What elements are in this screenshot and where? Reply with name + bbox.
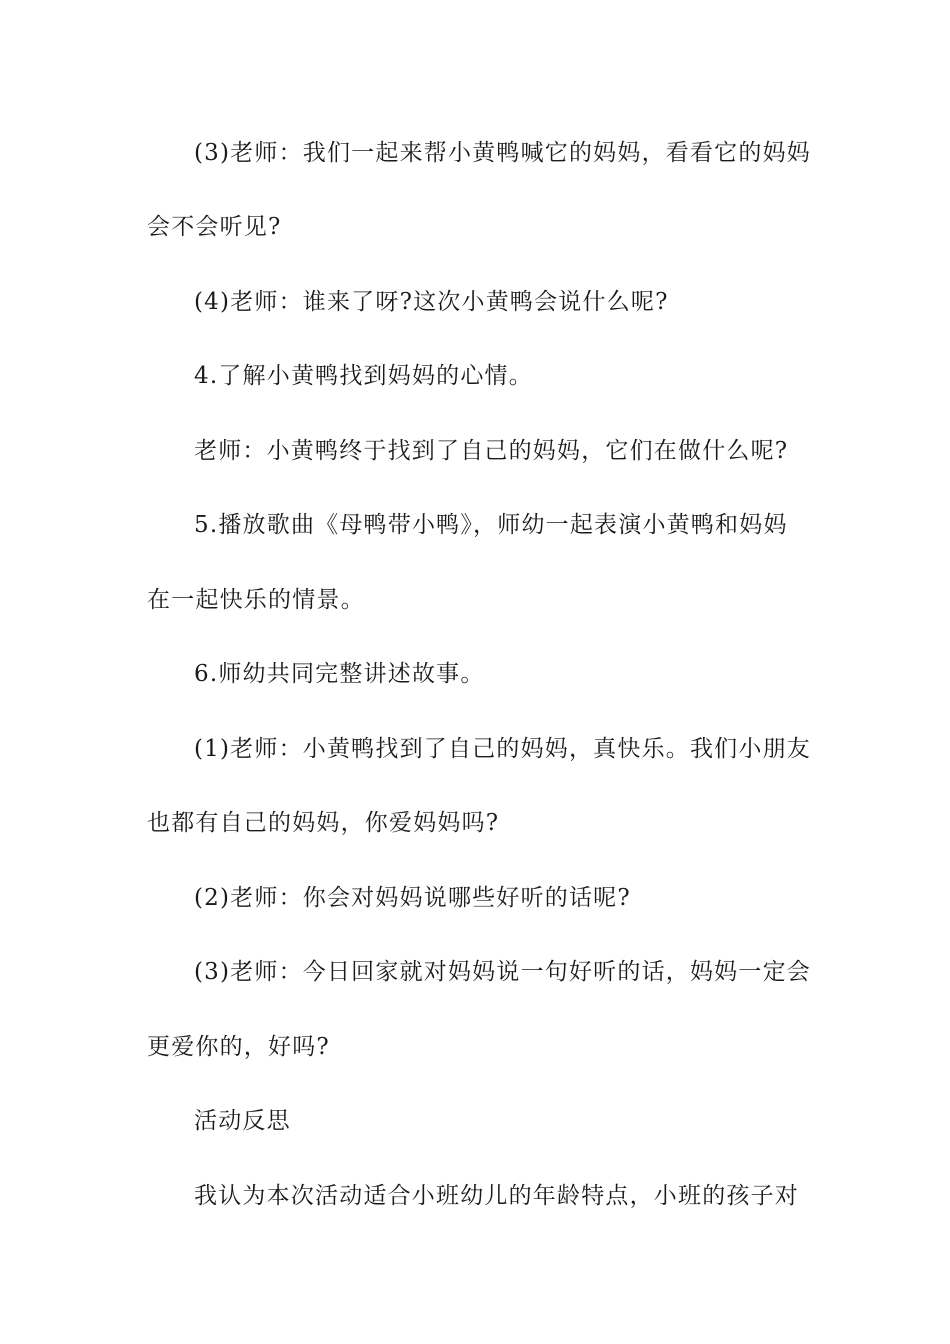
paragraph-line: (4)老师：谁来了呀?这次小黄鸭会说什么呢? <box>194 289 669 315</box>
paragraph-line: 6.师幼共同完整讲述故事。 <box>194 661 485 687</box>
paragraph-line: 5.播放歌曲《母鸭带小鸭》，师幼一起表演小黄鸭和妈妈 <box>194 512 788 538</box>
paragraph-line: 会不会听见? <box>147 214 282 240</box>
section-heading: 活动反思 <box>194 1108 291 1134</box>
paragraph-line: (3)老师：我们一起来帮小黄鸭喊它的妈妈，看看它的妈妈 <box>194 140 811 166</box>
paragraph-line: 4.了解小黄鸭找到妈妈的心情。 <box>194 363 533 389</box>
paragraph-line: 也都有自己的妈妈，你爱妈妈吗? <box>147 810 500 836</box>
paragraph-line: (2)老师：你会对妈妈说哪些好听的话呢? <box>194 885 631 911</box>
paragraph-line: 我认为本次活动适合小班幼儿的年龄特点，小班的孩子对 <box>194 1183 799 1209</box>
paragraph-line: 老师：小黄鸭终于找到了自己的妈妈，它们在做什么呢? <box>194 438 789 464</box>
paragraph-line: (1)老师：小黄鸭找到了自己的妈妈，真快乐。我们小朋友 <box>194 736 811 762</box>
paragraph-line: 更爱你的，好吗? <box>147 1034 330 1060</box>
paragraph-line: 在一起快乐的情景。 <box>147 587 365 613</box>
paragraph-line: (3)老师：今日回家就对妈妈说一句好听的话，妈妈一定会 <box>194 959 811 985</box>
